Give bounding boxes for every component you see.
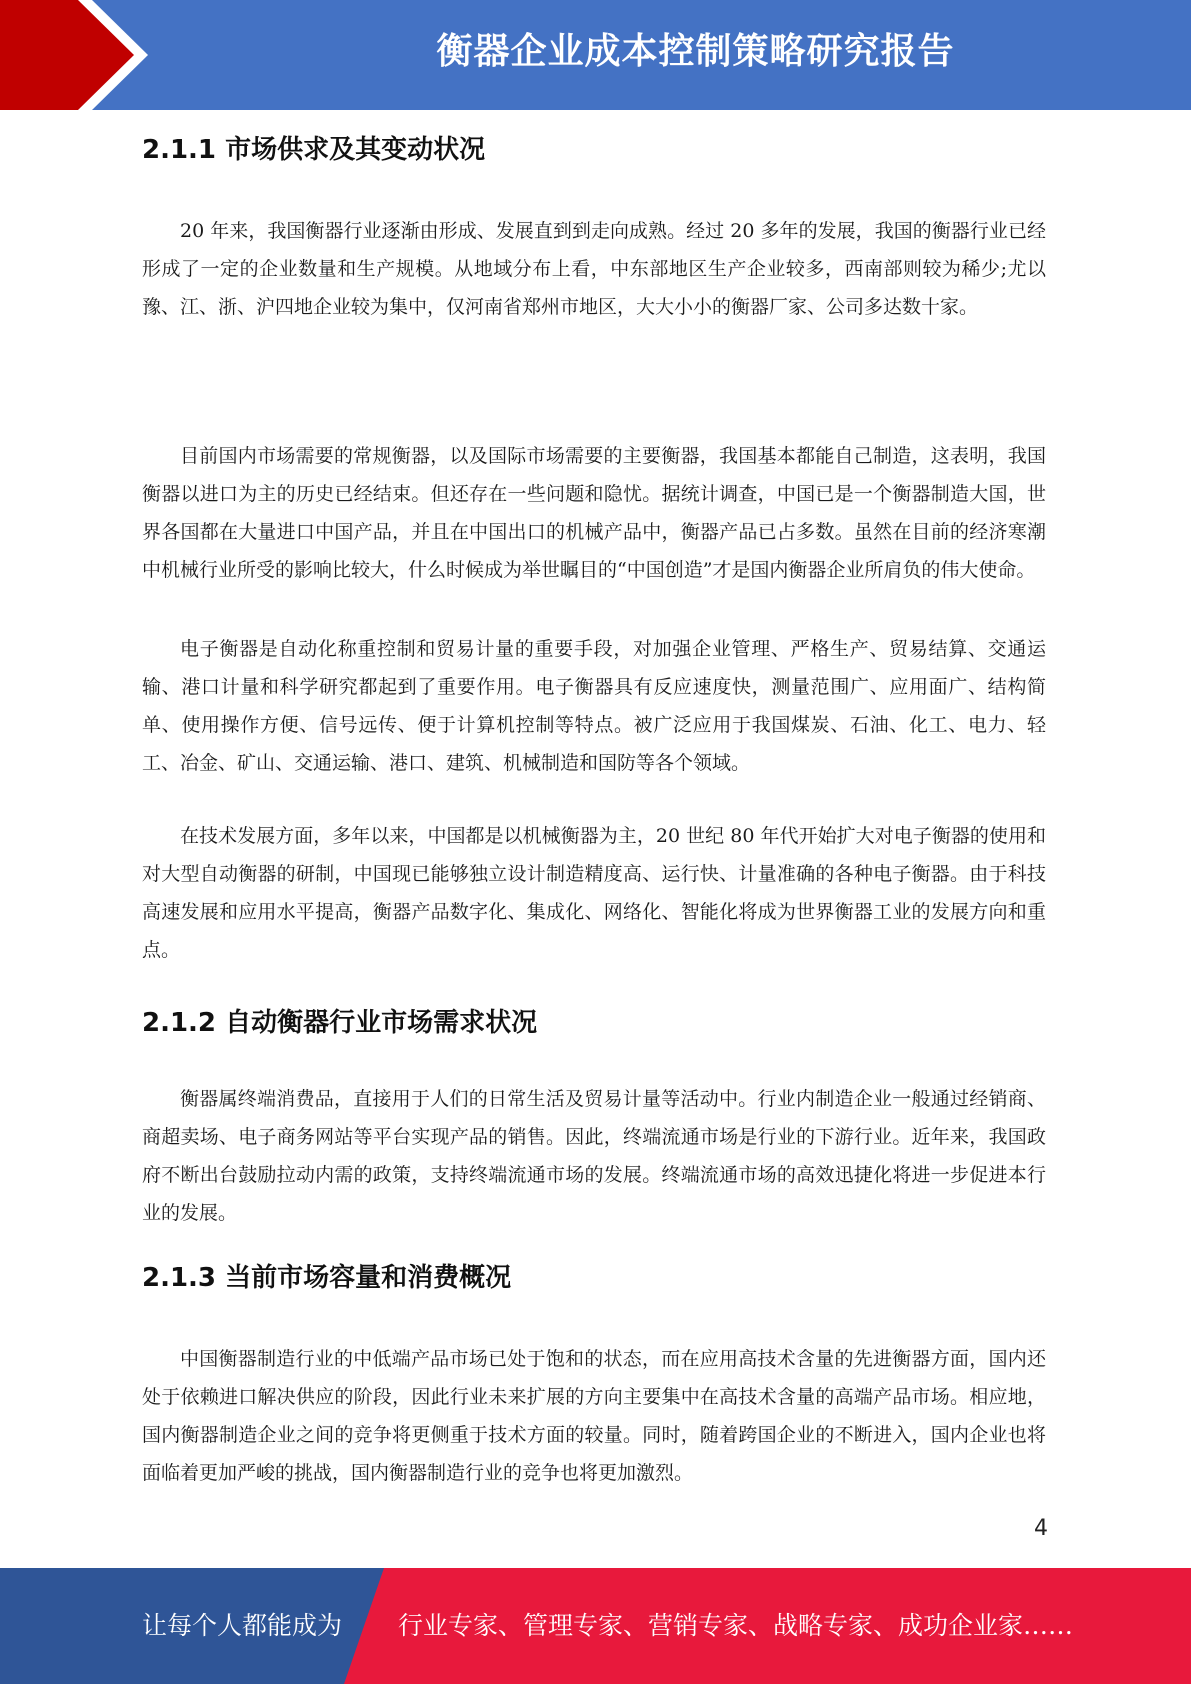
footer-slogan-right: 行业专家、管理专家、营销专家、战略专家、成功企业家…… <box>398 1611 1074 1640</box>
page-footer <box>0 1568 1191 1684</box>
paragraph: 中国衡器制造行业的中低端产品市场已处于饱和的状态，而在应用高技术含量的先进衡器方面，国内还处于依赖进口解决供应的阶段，因此行业未来扩展的方向主要集中在高技术含量的高端产品市场。相应地，国内衡器制造企业之间的竞争将更侧重于技术方面的较量。同时，随着跨国企业的不断进入，国内企业也将面临着更加严峻的挑战，国内衡器制造行业的竞争也将更加激烈。 <box>142 1348 1046 1484</box>
section-heading-2-1-1: 2.1.1 市场供求及其变动状况 <box>142 135 486 165</box>
page-header <box>0 0 1191 110</box>
paragraph: 衡器属终端消费品，直接用于人们的日常生活及贸易计量等活动中。行业内制造企业一般通过经销商、商超卖场、电子商务网站等平台实现产品的销售。因此，终端流通市场是行业的下游行业。近年来，我国政府不断出台鼓励拉动内需的政策，支持终端流通市场的发展。终端流通市场的高效迅捷化将进一步促进本行业的发展。 <box>142 1088 1046 1224</box>
paragraph: 目前国内市场需要的常规衡器，以及国际市场需要的主要衡器，我国基本都能自己制造，这表明，我国衡器以进口为主的历史已经结束。但还存在一些问题和隐忧。据统计调查，中国已是一个衡器制造大国，世界各国都在大量进口中国产品，并且在中国出口的机械产品中，衡器产品已占多数。虽然在目前的经济寒潮中机械行业所受的影响比较大，什么时候成为举世瞩目的“中国创造”才是国内衡器企业所肩负的伟大使命。 <box>142 445 1046 581</box>
section-heading-2-1-3: 2.1.3 当前市场容量和消费概况 <box>142 1263 512 1293</box>
footer-slogan-left: 让每个人都能成为 <box>142 1611 343 1640</box>
section-heading-2-1-2: 2.1.2 自动衡器行业市场需求状况 <box>142 1008 538 1038</box>
paragraph: 20 年来，我国衡器行业逐渐由形成、发展直到到走向成熟。经过 20 多年的发展，我国的衡器行业已经形成了一定的企业数量和生产规模。从地域分布上看，中东部地区生产企业较多，西南部则较为稀少;尤以豫、江、浙、沪四地企业较为集中，仅河南省郑州市地区，大大小小的衡器厂家、公司多达数十家。 <box>142 220 1046 318</box>
page-number: 4 <box>1034 1516 1048 1541</box>
paragraph: 电子衡器是自动化称重控制和贸易计量的重要手段，对加强企业管理、严格生产、贸易结算、交通运输、港口计量和科学研究都起到了重要作用。电子衡器具有反应速度快，测量范围广、应用面广、结构简单、使用操作方便、信号远传、便于计算机控制等特点。被广泛应用于我国煤炭、石油、化工、电力、轻工、冶金、矿山、交通运输、港口、建筑、机械制造和国防等各个领域。 <box>142 638 1046 774</box>
paragraph: 在技术发展方面，多年以来，中国都是以机械衡器为主，20 世纪 80 年代开始扩大对电子衡器的使用和对大型自动衡器的研制，中国现已能够独立设计制造精度高、运行快、计量准确的各种电子衡器。由于科技高速发展和应用水平提高，衡器产品数字化、集成化、网络化、智能化将成为世界衡器工业的发展方向和重点。 <box>142 825 1046 961</box>
document-title: 衡器企业成本控制策略研究报告 <box>436 31 955 72</box>
